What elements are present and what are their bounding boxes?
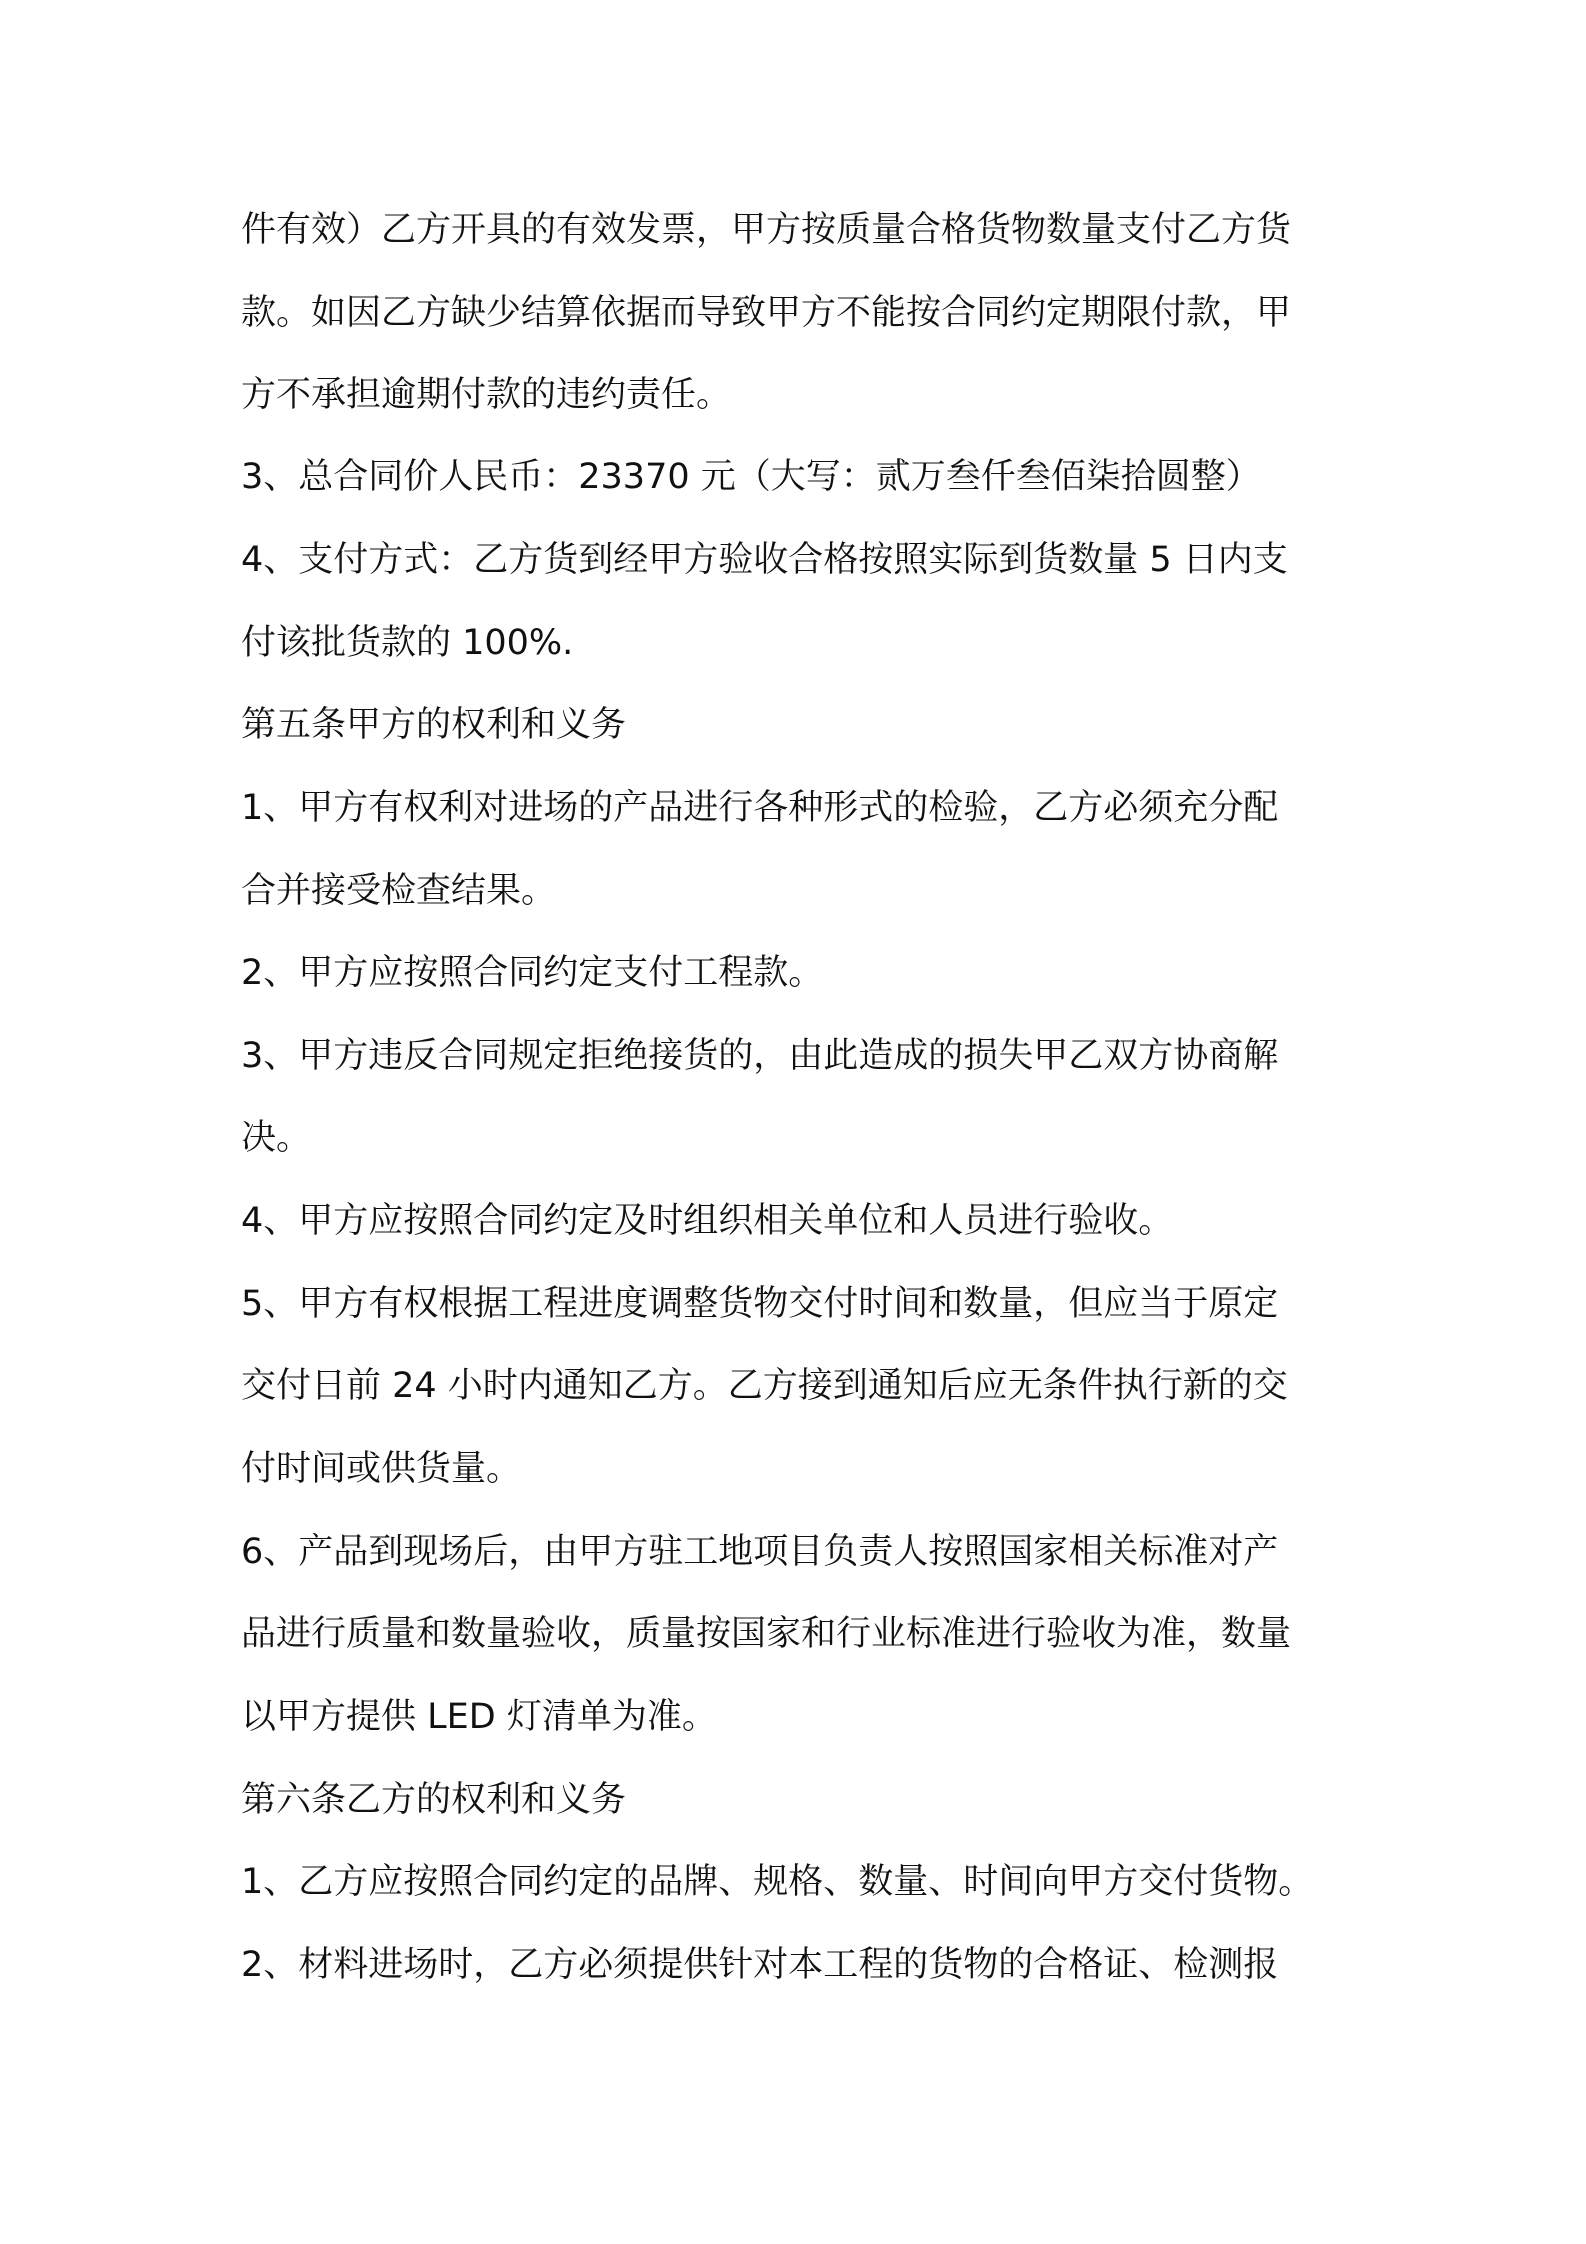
text-line: 3、甲方违反合同规定拒绝接货的，由此造成的损失甲乙双方协商解 [241,1036,1279,1076]
text-line: 款。如因乙方缺少结算依据而导致甲方不能按合同约定期限付款，甲 [241,293,1292,333]
text-line: 方不承担逾期付款的违约责任。 [241,375,732,415]
section-heading: 第五条甲方的权利和义务 [241,705,627,745]
text-line: 付该批货款的 100%. [241,623,574,663]
text-line: 6、产品到现场后，由甲方驻工地项目负责人按照国家相关标准对产 [241,1532,1279,1572]
text-line: 3、总合同价人民币：23370 元（大写：贰万叁仟叁佰柒拾圆整） [241,457,1261,497]
text-line: 5、甲方有权根据工程进度调整货物交付时间和数量，但应当于原定 [241,1284,1279,1324]
text-line: 1、甲方有权利对进场的产品进行各种形式的检验，乙方必须充分配 [241,788,1279,828]
text-line: 件有效）乙方开具的有效发票，甲方按质量合格货物数量支付乙方货 [241,210,1292,250]
section-heading: 第六条乙方的权利和义务 [241,1780,627,1820]
text-line: 决。 [241,1118,312,1158]
text-line: 品进行质量和数量验收，质量按国家和行业标准进行验收为准，数量 [241,1614,1292,1654]
text-line: 付时间或供货量。 [241,1449,522,1489]
text-line: 4、甲方应按照合同约定及时组织相关单位和人员进行验收。 [241,1201,1174,1241]
text-line: 合并接受检查结果。 [241,871,557,911]
text-line: 交付日前 24 小时内通知乙方。乙方接到通知后应无条件执行新的交 [241,1366,1288,1406]
text-line: 2、甲方应按照合同约定支付工程款。 [241,953,824,993]
text-line: 2、材料进场时，乙方必须提供针对本工程的货物的合格证、检测报 [241,1945,1279,1985]
text-line: 4、支付方式：乙方货到经甲方验收合格按照实际到货数量 5 日内支 [241,540,1288,580]
text-line: 以甲方提供 LED 灯清单为准。 [241,1697,717,1737]
text-line: 1、乙方应按照合同约定的品牌、规格、数量、时间向甲方交付货物。 [241,1862,1314,1902]
